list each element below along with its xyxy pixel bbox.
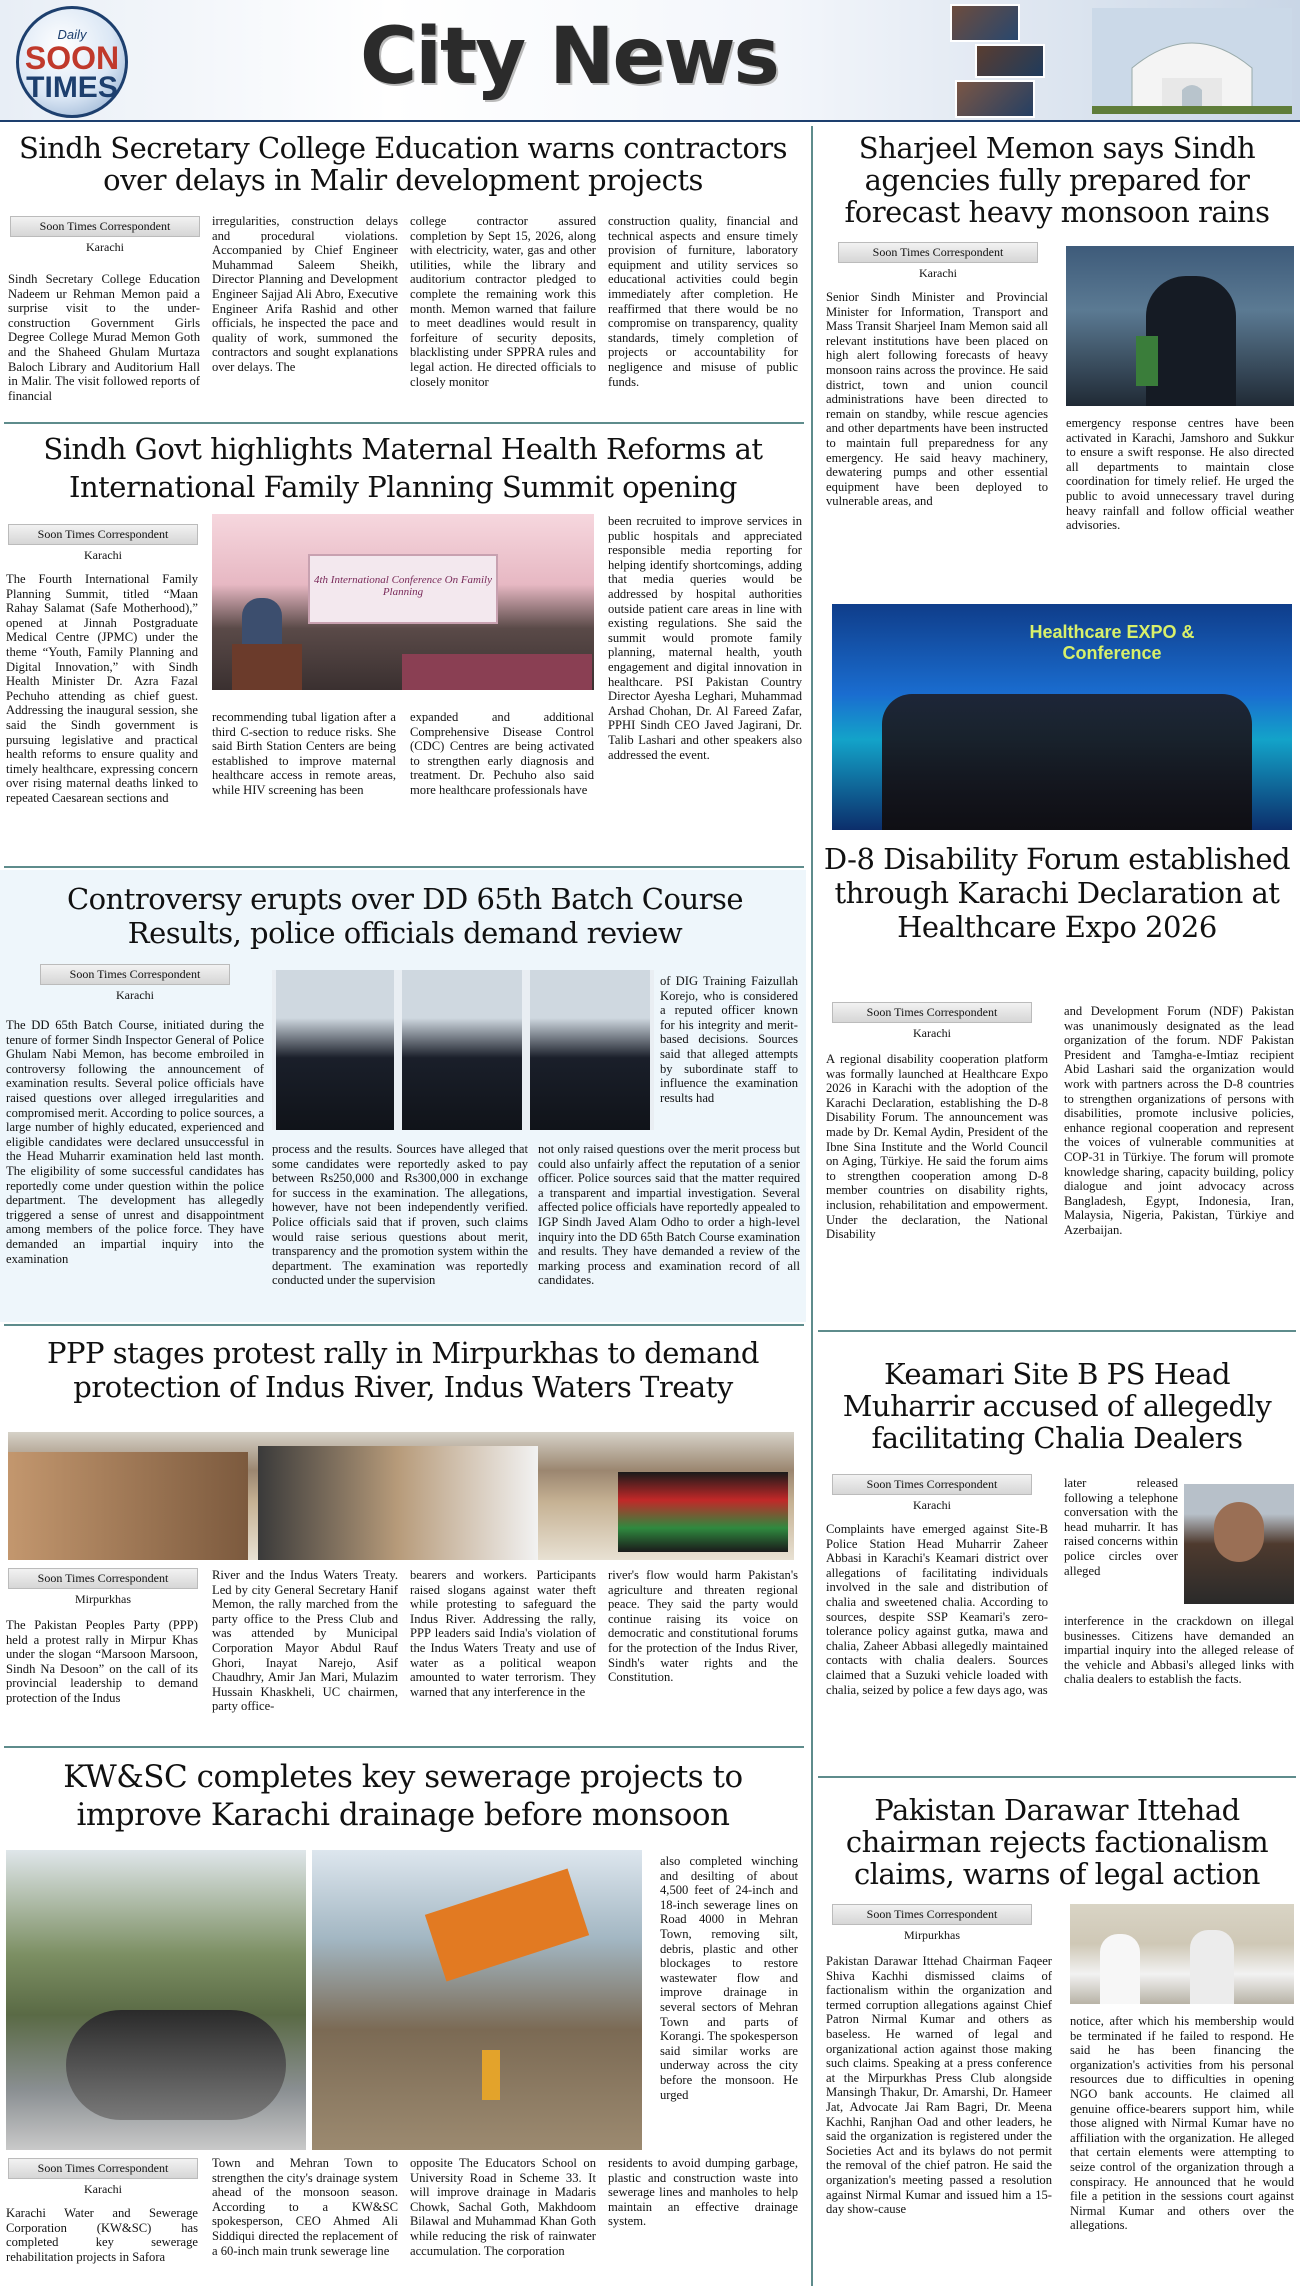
article-column: interference in the crackdown on illegal businesses. Citizens have demanded an impartial inquiry into the alleged release of the vehicle and Abbasi's alleged links with chalia dealers to establish the facts. [1064, 1614, 1294, 1687]
article-column: notice, after which his membership would be terminated if he failed to respond. He said he has been financing the organization's activities from his personal resources due to difficulties in opening NGO bank accounts. He claimed all genuine office-bearers support him, while those aligned with Nirmal Kumar have no affiliation with the organization. He alleged that certain elements were attempting to seize control of the organization through a conspiracy. He announced that he would file a petition in the sessions court against Nirmal Kumar and others over the allegations. [1070, 2014, 1294, 2233]
article-column: Senior Sindh Minister and Provincial Minister for Information, Transport and Mass Transit Sharjeel Inam Memon said all relevant institutions have been placed on high alert following forecasts of heavy monsoon rains across the province. He said district, town and union council administrations have been directed to remain on standby, while rescue agencies and other departments have been instructed to maintain full preparedness for any emergency. He said heavy machinery, dewatering pumps and other essential equipment have been deployed to vulnerable areas, and [826, 290, 1048, 509]
headline[interactable]: Pakistan Darawar Ittehad chairman rejects factionalism claims, warns of legal action [845, 1793, 1269, 1891]
protest-rally-photo[interactable] [8, 1432, 794, 1560]
byline-correspondent: Soon Times Correspondent [8, 2158, 198, 2179]
article-column: Complaints have emerged against Site-B Police Station Head Muharrir Zaheer Abbasi in Karachi's Keamari district over allegations of facilitating individuals involved in the sale and distribution of chalia and sweetened chalia. According to sources, despite SSP Keamari's zero-tolerance policy against gutka, mawa and chalia, Zaheer Abbasi allegedly maintained contacts with chalia dealers. Sources claimed that a Suzuki vehicle loaded with chalia, seized by police a few days ago, was [826, 1522, 1048, 1697]
article-column: Sindh Secretary College Education Nadeem ur Rehman Memon paid a surprise visit to the under-construction Government Girls Degree College Murad Memon Goth and the Shaheed Ghulam Murtaza Baloch Library and Auditorium Hall in Malir. The visit followed reports of financial [8, 272, 200, 403]
logo-soon: SOON [24, 40, 120, 76]
byline-location: Karachi [913, 1026, 951, 1040]
article-sharjeel-memon-monsoon [818, 124, 1300, 598]
microphone [1136, 336, 1158, 386]
column-divider [811, 126, 813, 2286]
article-college-education [0, 124, 806, 424]
article-column: Town and Mehran Town to strengthen the city's drainage system ahead of the monsoon season. According to a KW&SC spokesperson, CEO Ahmed Ali Siddiqui directed the replacement of a 60-inch main trunk sewerage line [212, 2156, 398, 2258]
masthead-portrait-3 [955, 80, 1035, 118]
byline-correspondent: Soon Times Correspondent [8, 524, 198, 545]
article-column: Pakistan Darawar Ittehad Chairman Faqeer Shiva Kachhi dismissed claims of factionalism within the organization and termed corruption allegations against Chief Patron Nirmal Kumar and others as baseless. He warned of legal and organizational action against those making such claims. Speaking at a press conference at the Mirpurkhas Press Club alongside Mansingh Thakur, Dr. Amarshi, Dr. Hameer Jat, Advocate Jai Ram Bagri, Dr. Meena Kachhi, Ranjhan Oad and other leaders, he said the organization is registered under the Societies Act and its bylaws do not permit the removal of the chief patron. He said the organization's meeting passed a resolution against Nirmal Kumar and issued him a 15-day show-cause [826, 1954, 1052, 2217]
masthead-portrait-2 [975, 44, 1045, 78]
article-column: bearers and workers. Participants raised slogans against water theft while protesting to safeguard the Indus River. Addressing the rally, PPP leaders said India's violation of the Indus Waters Treaty and use of water as a political weapon amounted to water terrorism. They warned that any interference in the [410, 1568, 596, 1699]
article-column: later released following a telephone conversation with the head muharrir. It has raised concerns within police circles over alleged [1064, 1476, 1178, 1578]
article-column: expanded and additional Comprehensive Disease Control (CDC) Centres are being activated to strengthen early diagnosis and treatment. Dr. Pechuho also said more healthcare professionals have [410, 710, 594, 797]
byline-correspondent: Soon Times Correspondent [8, 1568, 198, 1589]
portrait-face [1214, 1502, 1264, 1562]
podium [232, 644, 302, 690]
officer-portrait-2 [402, 970, 522, 1130]
article-ppp-protest-rally [0, 1328, 806, 1744]
newspaper-logo[interactable] [16, 6, 128, 118]
article-column: Karachi Water and Sewerage Corporation (KW&SC) has completed key sewerage rehabilitation projects in Safora [6, 2206, 198, 2264]
divider [4, 1746, 804, 1748]
expo-banner-title: Healthcare EXPO & Conference [1029, 622, 1195, 663]
speaker-figure [1146, 276, 1236, 406]
photo-banner: 4th International Conference On Family Planning [308, 554, 498, 624]
protester-group-left [8, 1452, 248, 1560]
article-column: River and the Indus Waters Treaty. Led by city General Secretary Hanif Memon, the rally marched from the party office to the Press Club and was attended by Municipal Corporation Mayor Abdul Rauf Ghori, Inayat Narejo, Asif Chaudhry, Amir Jan Mari, Mulazim Hussain Khaskheli, UC chairmen, party office- [212, 1568, 398, 1714]
byline-correspondent: Soon Times Correspondent [832, 1002, 1032, 1023]
byline-location: Karachi [116, 988, 154, 1002]
byline-correspondent: Soon Times Correspondent [40, 964, 230, 985]
article-column: recommending tubal ligation after a third C-section to reduce risks. She said Birth Station Centers are being established to improve maternal healthcare access in remote areas, while HIV screening has been [212, 710, 396, 797]
panel-table [402, 654, 592, 690]
sharjeel-memon-photo[interactable] [1066, 246, 1294, 406]
sewerage-work-photo-2[interactable] [312, 1850, 642, 2150]
article-column: also completed winching and desilting of about 4,500 feet of 24-inch and 18-inch sewerage lines on Road 4000 in Mehran Town, removing silt, debris, plastic and other blockages to restore wastewater flow and improve drainage in several sectors of Mehran Town and parts of Korangi. The spokesperson said similar works are underway across the city before the monsoon. He urged [660, 1854, 798, 2102]
article-column: been recruited to improve services in public hospitals and appreciated responsible media reporting for helping identify shortcomings, adding that media queries would be addressed by hospital authorities outside patient care areas in line with existing regulations. She said the summit would promote family planning, maternal health, youth engagement and digital innovation in healthcare. PSI Pakistan Country Director Ayesha Leghari, Muhammad Arshad Chohan, Dr. Al Fareed Zafar, PPHI Sindh CEO Javed Jagirani, Dr. Talib Lashari and other speakers also addressed the event. [608, 514, 802, 762]
article-column: college contractor assured completion by Sept 15, 2026, along with electricity, water, gas and other utilities, while the library and auditorium contractor pledged to complete the remaining work this month. Memon warned that failure to meet deadlines would result in forfeiture of security deposits, blacklisting under SPPRA rules and legal action. He directed officials to closely monitor [410, 214, 596, 389]
headline[interactable]: Keamari Site B PS Head Muharrir accused of allegedly facilitating Chalia Dealers [842, 1357, 1272, 1455]
byline-location: Karachi [84, 548, 122, 562]
participant-figure [1100, 1934, 1140, 2004]
article-kwsc-sewerage [0, 1750, 806, 2291]
head-muharrir-photo[interactable] [1184, 1484, 1294, 1604]
worker-figure [482, 2050, 500, 2100]
article-column: process and the results. Sources have alleged that some candidates were reportedly asked to pay between Rs250,000 and Rs300,000 in exchange for success in the examination. The allegations, however, have not been independently verified. Police officials said that if proven, such claims would raise serious questions about merit, transparency and the promotion system within the department. The examination was reportedly conducted under the supervision [272, 1142, 528, 1288]
divider [4, 1324, 804, 1326]
police-officers-photo[interactable] [272, 970, 654, 1130]
article-column: river's flow would harm Pakistan's agriculture and threaten regional peace. They said the party would continue raising its voice on democratic and constitutional forums for the protection of the Indus River, Sindh's water rights and the Constitution. [608, 1568, 798, 1685]
byline-location: Karachi [84, 2182, 122, 2196]
press-conference-photo[interactable] [1070, 1904, 1294, 2004]
article-column: emergency response centres have been activated in Karachi, Jamshoro and Sukkur to ensure a swift response. He also directed all departments to maintain close coordination for timely relief. He urged the public to avoid unnecessary travel during heavy rainfall and follow official weather advisories. [1066, 416, 1294, 533]
article-column: irregularities, construction delays and procedural violations. Accompanied by Chief Engineer Muhammad Saleem Sheikh, Director Planning and Development Engineer Sajjad Ali Abro, Executive Engineer Arifa Rashid and other officials, he inspected the pace and quality of work, summoned the contractors and sought explanations over delays. The [212, 214, 398, 374]
byline-location: Mirpurkhas [904, 1928, 960, 1942]
section-title: City News [360, 12, 778, 102]
logo-times: TIMES [26, 71, 118, 104]
officer-portrait-3 [530, 970, 650, 1130]
article-column: The Pakistan Peoples Party (PPP) held a protest rally in Mirpur Khas under the slogan “Marsoon Marsoon, Sindh Na Desoon” on the call of its provincial leadership to demand protection of the Indus [6, 1618, 198, 1705]
protester-group-middle [258, 1446, 538, 1560]
sewer-pipe [66, 2010, 286, 2120]
article-column: and Development Forum (NDF) Pakistan was unanimously designated as the lead organization of the forum. NDF Pakistan President and Tamgha-e-Imtiaz recipient Abid Lashari said the organization would work with partners across the D-8 countries to strengthen organizations of persons with disabilities, promote inclusive policies, enhance regional cooperation and represent the voices of vulnerable communities at COP-31 in Türkiye. The forum will promote knowledge sharing, capacity building, policy dialogue and joint advocacy across Bangladesh, Egypt, Indonesia, Iran, Malaysia, Nigeria, Pakistan, Türkiye and Azerbaijan. [1064, 1004, 1294, 1237]
headline[interactable]: Sindh Secretary College Education warns contractors over delays in Malir development projects [18, 131, 788, 197]
divider [818, 1776, 1296, 1778]
article-column: The Fourth International Family Planning Summit, titled “Maan Rahay Salamat (Safe Motherhood),” opened at Jinnah Postgraduate Medical Centre (JPMC) under the theme “Youth, Family Planning and Digital Innovation,” with Sindh Health Minister Dr. Azra Fazal Pechuho attending as chief guest. Addressing the inaugural session, she said the Sindh government is pursuing legislative and practical health reforms to ensure quality and timely healthcare, expressing concern over rising maternal deaths linked to repeated Caesarean sections and [6, 572, 198, 805]
byline-location: Karachi [86, 240, 124, 254]
summit-photo[interactable] [212, 514, 594, 690]
article-column: A regional disability cooperation platform was formally launched at Healthcare Expo 2026 in Karachi with the adoption of the Karachi Declaration, establishing the D-8 Disability Forum. The announcement was made by Dr. Kemal Aydin, President of the Ibne Sina Institute and the World Council on Aging, Türkiye. He said the forum aims to strengthen cooperation among D-8 member countries on disability rights, inclusion, rehabilitation and empowerment. Under the declaration, the National Disability [826, 1052, 1048, 1242]
byline-correspondent: Soon Times Correspondent [10, 216, 200, 237]
participant-figure [1190, 1930, 1234, 2004]
byline-location: Mirpurkhas [75, 1592, 131, 1606]
byline-correspondent: Soon Times Correspondent [832, 1904, 1032, 1925]
article-column: The DD 65th Batch Course, initiated during the tenure of former Sindh Inspector General of Police Ghulam Nabi Memon, has become embroiled in controversy following the announcement of examination results. Several police officials have raised questions over alleged irregularities and compromised merit. According to police sources, a large number of highly educated, experienced and eligible candidates were declared unsuccessful in the Head Muharrir examination held last month. The eligibility of some successful candidates has reportedly come under question within the police department. The development has allegedly triggered a sense of unrest and disappointment among members of the police force. They have demanded an impartial inquiry into the examination [6, 1018, 264, 1266]
byline-location: Karachi [913, 1498, 951, 1512]
officer-portrait-1 [276, 970, 394, 1130]
headline[interactable]: PPP stages protest rally in Mirpurkhas to demand protection of Indus River, Indus Waters Treaty [46, 1336, 759, 1404]
article-column: construction quality, financial and technical aspects and ensure timely provision of furniture, laboratory equipment and utility services so educational activities could begin immediately after completion. He reaffirmed that there would be no compromise on transparency, quality standards, timely completion of projects or accountability for negligence and misuse of public funds. [608, 214, 798, 389]
article-keamari-site-b [818, 1334, 1300, 1774]
divider [4, 866, 804, 868]
masthead [0, 0, 1300, 122]
byline-correspondent: Soon Times Correspondent [838, 242, 1038, 263]
byline-correspondent: Soon Times Correspondent [832, 1474, 1032, 1495]
article-d8-disability-forum [818, 838, 1300, 1328]
article-column: of DIG Training Faizullah Korejo, who is considered a reputed officer known for his integrity and merit-based decisions. Sources said that alleged attempts by subordinate staff to influence the examination results had [660, 974, 798, 1105]
mausoleum-skyline-illustration [1092, 8, 1292, 114]
divider [818, 1330, 1296, 1332]
logo-daily: Daily [57, 27, 87, 42]
ppp-banner [618, 1472, 788, 1552]
headline[interactable]: Sindh Govt highlights Maternal Health Reforms at International Family Planning Summit opening [43, 432, 763, 504]
article-family-planning-summit [0, 426, 806, 866]
article-column: residents to avoid dumping garbage, plastic and construction waste into sewerage lines and manholes to help maintain an effective drainage system. [608, 2156, 798, 2229]
headline[interactable]: KW&SC completes key sewerage projects to improve Karachi drainage before monsoon [63, 1759, 743, 1833]
headline[interactable]: Controversy erupts over DD 65th Batch Course Results, police officials demand review [66, 882, 744, 950]
delegates-group [882, 694, 1252, 830]
article-darawar-ittehad [818, 1780, 1300, 2291]
article-dd65-batch-course [0, 870, 806, 1322]
divider [4, 422, 804, 424]
byline-location: Karachi [919, 266, 957, 280]
article-column: opposite The Educators School on University Road in Scheme 33. It will improve drainage in Madaris Chowk, Sachal Goth, Makhdoom Bilawal and Muhammad Khan Goth while reducing the risk of rainwater accumulation. The corporation [410, 2156, 596, 2258]
headline[interactable]: D-8 Disability Forum established through Karachi Declaration at Healthcare Expo 2026 [823, 842, 1291, 944]
healthcare-expo-photo[interactable] [832, 604, 1292, 830]
excavator [425, 1869, 589, 1982]
headline[interactable]: Sharjeel Memon says Sindh agencies fully prepared for forecast heavy monsoon rains [844, 131, 1270, 229]
sewerage-work-photo-1[interactable] [6, 1850, 306, 2150]
article-column: not only raised questions over the merit process but could also unfairly affect the reputation of a senior officer. Police sources said that the matter required a transparent and impartial investigation. Several affected police officials have reportedly appealed to IGP Sindh Javed Alam Odho to order a high-level inquiry into the DD 65th Batch Course examination and results. They have demanded a review of the marking process and examination record of all candidates. [538, 1142, 800, 1288]
masthead-portrait-1 [950, 4, 1020, 42]
